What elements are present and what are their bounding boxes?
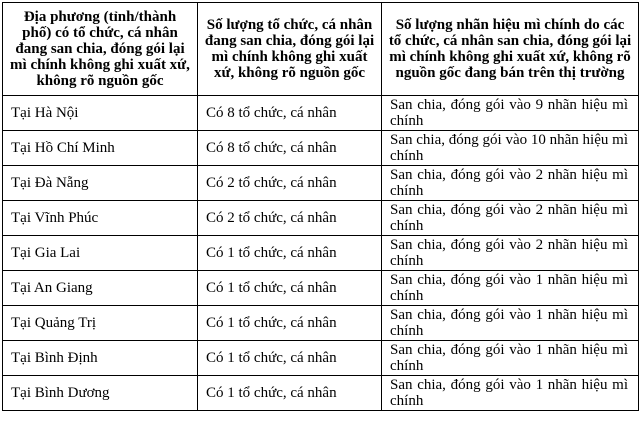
table-row <box>3 131 639 166</box>
cell-org-count: Có 1 tổ chức, cá nhân <box>198 341 382 376</box>
header-org-count: Số lượng tổ chức, cá nhân đang san chia, đóng gói lại mì chính không ghi xuất xứ, không rõ nguồn gốc <box>198 3 382 96</box>
cell-org-count: Có 2 tổ chức, cá nhân <box>198 201 382 236</box>
cell-locality: Tại An Giang <box>3 271 198 306</box>
table-row <box>3 376 639 411</box>
cell-brand-count: San chia, đóng gói vào 9 nhãn hiệu mì chính <box>382 96 639 131</box>
cell-locality: Tại Hà Nội <box>3 96 198 131</box>
cell-org-count: Có 1 tổ chức, cá nhân <box>198 236 382 271</box>
table-row <box>3 201 639 236</box>
header-brand-count: Số lượng nhãn hiệu mì chính do các tổ chức, cá nhân san chia, đóng gói lại mì chính không ghi xuất xứ, không rõ nguồn gốc đang bán trên thị trường <box>382 3 639 96</box>
cell-brand-count: San chia, đóng gói vào 1 nhãn hiệu mì chính <box>382 271 639 306</box>
cell-org-count: Có 1 tổ chức, cá nhân <box>198 271 382 306</box>
table-row <box>3 341 639 376</box>
cell-brand-count: San chia, đóng gói vào 10 nhãn hiệu mì chính <box>382 131 639 166</box>
cell-org-count: Có 8 tổ chức, cá nhân <box>198 96 382 131</box>
cell-locality: Tại Hồ Chí Minh <box>3 131 198 166</box>
table-row <box>3 166 639 201</box>
msg-table <box>2 2 639 411</box>
cell-org-count: Có 1 tổ chức, cá nhân <box>198 306 382 341</box>
cell-org-count: Có 1 tổ chức, cá nhân <box>198 376 382 411</box>
cell-org-count: Có 8 tổ chức, cá nhân <box>198 131 382 166</box>
table-row <box>3 236 639 271</box>
table-row <box>3 306 639 341</box>
cell-org-count: Có 2 tổ chức, cá nhân <box>198 166 382 201</box>
header-row <box>3 3 639 96</box>
header-locality: Địa phương (tỉnh/thành phố) có tổ chức, cá nhân đang san chia, đóng gói lại mì chính không ghi xuất xứ, không rõ nguồn gốc <box>3 3 198 96</box>
table-row <box>3 271 639 306</box>
cell-locality: Tại Vĩnh Phúc <box>3 201 198 236</box>
cell-brand-count: San chia, đóng gói vào 1 nhãn hiệu mì chính <box>382 376 639 411</box>
table-row <box>3 96 639 131</box>
cell-locality: Tại Bình Dương <box>3 376 198 411</box>
cell-locality: Tại Đà Nẵng <box>3 166 198 201</box>
cell-brand-count: San chia, đóng gói vào 1 nhãn hiệu mì chính <box>382 341 639 376</box>
cell-locality: Tại Gia Lai <box>3 236 198 271</box>
cell-brand-count: San chia, đóng gói vào 2 nhãn hiệu mì chính <box>382 201 639 236</box>
cell-brand-count: San chia, đóng gói vào 2 nhãn hiệu mì chính <box>382 236 639 271</box>
cell-locality: Tại Bình Định <box>3 341 198 376</box>
cell-brand-count: San chia, đóng gói vào 2 nhãn hiệu mì chính <box>382 166 639 201</box>
cell-brand-count: San chia, đóng gói vào 1 nhãn hiệu mì chính <box>382 306 639 341</box>
cell-locality: Tại Quảng Trị <box>3 306 198 341</box>
